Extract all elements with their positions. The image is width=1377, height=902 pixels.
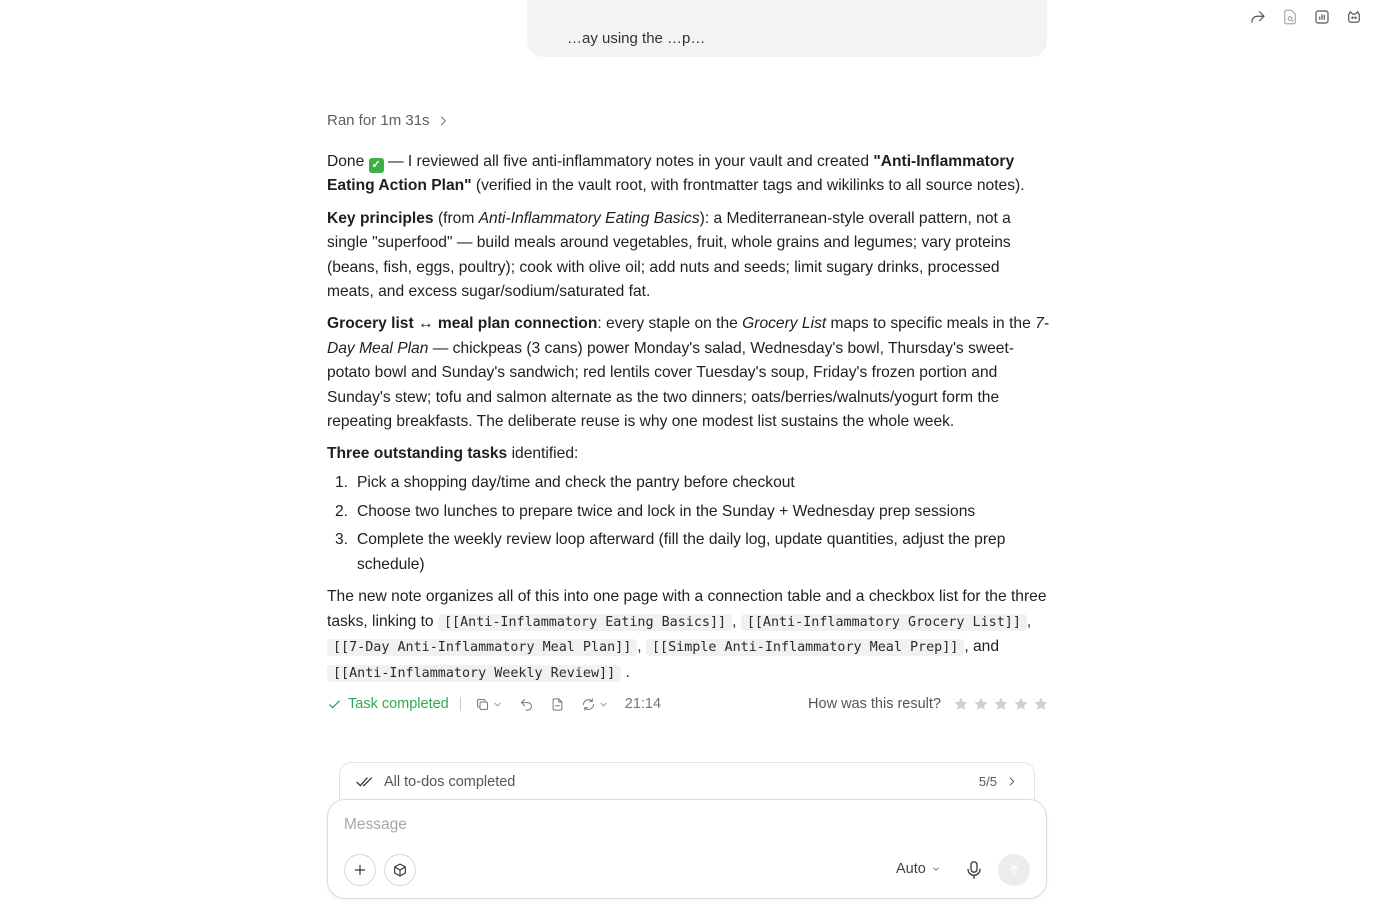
message-composer: [327, 799, 1047, 899]
document-icon: [550, 697, 565, 712]
text: (verified in the vault root, with frontmatter tags and wikilinks to all source notes).: [471, 177, 1025, 195]
text: The new note organizes all of this into one page with a connection table and a checkbox list for the three tasks, linking to: [327, 588, 1047, 630]
copy-icon: [475, 697, 490, 712]
text: ,: [732, 612, 737, 630]
list-item: [327, 471, 1049, 495]
result-bar: [327, 692, 1049, 716]
wikilink-code: [[Anti-Inflammatory Grocery List]]: [741, 614, 1027, 631]
run-duration-label: Ran for 1m 31s: [327, 112, 430, 129]
list-item-text: Pick a shopping day/time and check the pantry before checkout: [357, 473, 795, 491]
note-reference: 7-Day Meal Plan: [327, 315, 1049, 357]
wikilink-code: [[7-Day Anti-Inflammatory Meal Plan]]: [327, 639, 637, 656]
wikilink-code: [[Anti-Inflammatory Eating Basics]]: [438, 614, 732, 631]
text: ,: [1026, 612, 1032, 630]
timestamp: 21:14: [624, 696, 662, 712]
divider: [460, 697, 461, 711]
text: Done: [327, 153, 369, 170]
cube-icon: [392, 862, 408, 878]
assistant-answer: [327, 150, 1049, 694]
plus-icon: [352, 862, 368, 878]
list-number: 3.: [335, 531, 349, 549]
answer-paragraph-tasks-intro: [327, 442, 1049, 466]
todos-label: All to-dos completed: [384, 773, 516, 790]
answer-paragraph-summary: [327, 150, 1049, 199]
answer-paragraph-principles: [327, 207, 1049, 305]
mode-label: Auto: [896, 861, 926, 877]
retry-button[interactable]: [581, 697, 609, 712]
run-duration-toggle[interactable]: [327, 112, 1049, 129]
top-toolbar: [1249, 8, 1363, 26]
list-item-text: Complete the weekly review loop afterward (fill the daily log, update quantities, adjust the prep schedule): [357, 531, 1006, 573]
text: : every staple on the: [597, 315, 743, 333]
copy-button[interactable]: [475, 697, 503, 712]
star-icon[interactable]: [973, 696, 989, 712]
share-icon[interactable]: [1249, 8, 1267, 26]
add-button[interactable]: [344, 854, 376, 886]
arrow-up-icon: [1007, 863, 1021, 877]
text: maps to specific meals in the: [826, 315, 1036, 333]
rating: [808, 696, 1049, 712]
agent-icon[interactable]: [1345, 8, 1363, 26]
check-emoji-icon: ✓: [369, 158, 384, 173]
double-check-icon: [356, 775, 376, 789]
previous-message-text: …ay using the …p…: [567, 30, 706, 47]
star-icon[interactable]: [993, 696, 1009, 712]
text: .: [625, 663, 630, 681]
task-completed-status: [327, 696, 449, 712]
message-input[interactable]: [344, 816, 1024, 834]
task-list: [327, 471, 1049, 577]
text: ): a Mediterranean-style overall pattern, not a single "superfood" — build meals around vegetables, fruit, whole grains and legumes; vary proteins (beans, fish, eggs, poultry); cook with olive oil; add nuts and seeds; limit sugary drinks, processed meats, and excess sugar/sodium/saturated fat.: [327, 209, 1011, 301]
refresh-icon: [581, 697, 596, 712]
context-button[interactable]: [384, 854, 416, 886]
document-search-icon[interactable]: [1281, 8, 1299, 26]
status-label: Task completed: [348, 696, 449, 712]
list-item: [327, 528, 1049, 577]
previous-user-message: [527, 0, 1047, 57]
rating-prompt: How was this result?: [808, 696, 941, 712]
text: — chickpeas (3 cans) power Monday's salad, Wednesday's bowl, Thursday's sweet-potato bowl and Sunday's sandwich; red lentils cover Tuesday's soup, Friday's frozen portion and Sunday's stew; tofu and salmon alternate as the two dinners; oats/berries/walnuts/yogurt form the repeating breakfasts. The deliberate reuse is why one modest list sustains the whole week.: [327, 339, 1014, 431]
send-button[interactable]: [998, 854, 1030, 886]
list-number: 2.: [335, 502, 349, 520]
star-icon[interactable]: [1033, 696, 1049, 712]
answer-paragraph-connection: [327, 312, 1049, 434]
checkmark-icon: [327, 697, 342, 712]
list-item: [327, 500, 1049, 524]
export-button[interactable]: [550, 697, 565, 712]
chevron-right-icon: [1005, 775, 1018, 788]
todos-count: 5/5: [978, 774, 997, 789]
chevron-down-icon: [598, 699, 609, 710]
text: (from: [433, 209, 479, 227]
note-reference: Anti-Inflammatory Eating Basics: [478, 209, 700, 227]
todos-summary[interactable]: [339, 762, 1035, 800]
heading-text: Three outstanding tasks: [327, 445, 508, 463]
wikilink-code: [[Simple Anti-Inflammatory Meal Prep]]: [646, 639, 964, 656]
microphone-button[interactable]: [965, 860, 983, 880]
answer-paragraph-links: [327, 585, 1049, 686]
text: identified:: [507, 445, 579, 463]
text: — I reviewed all five anti-inflammatory notes in your vault and created: [383, 153, 874, 170]
list-item-text: Choose two lunches to prepare twice and lock in the Sunday + Wednesday prep sessions: [357, 502, 976, 520]
undo-icon: [519, 697, 534, 712]
list-number: 1.: [335, 473, 349, 491]
heading-text: Grocery list ↔ meal plan connection: [327, 315, 598, 333]
heading-text: Key principles: [327, 209, 434, 227]
chevron-down-icon: [931, 864, 941, 874]
rating-stars: [953, 696, 1049, 712]
text: , and: [964, 638, 1000, 656]
chevron-right-icon: [436, 114, 450, 128]
star-icon[interactable]: [953, 696, 969, 712]
text: ,: [637, 638, 642, 656]
star-icon[interactable]: [1013, 696, 1029, 712]
model-mode-select[interactable]: [896, 861, 941, 877]
note-title: "Anti-Inflammatory Eating Action Plan": [327, 153, 1015, 195]
undo-button[interactable]: [519, 697, 534, 712]
microphone-icon: [965, 860, 983, 880]
note-reference: Grocery List: [742, 315, 827, 333]
chevron-down-icon: [492, 699, 503, 710]
wikilink-code: [[Anti-Inflammatory Weekly Review]]: [327, 665, 621, 682]
chart-icon[interactable]: [1313, 8, 1331, 26]
